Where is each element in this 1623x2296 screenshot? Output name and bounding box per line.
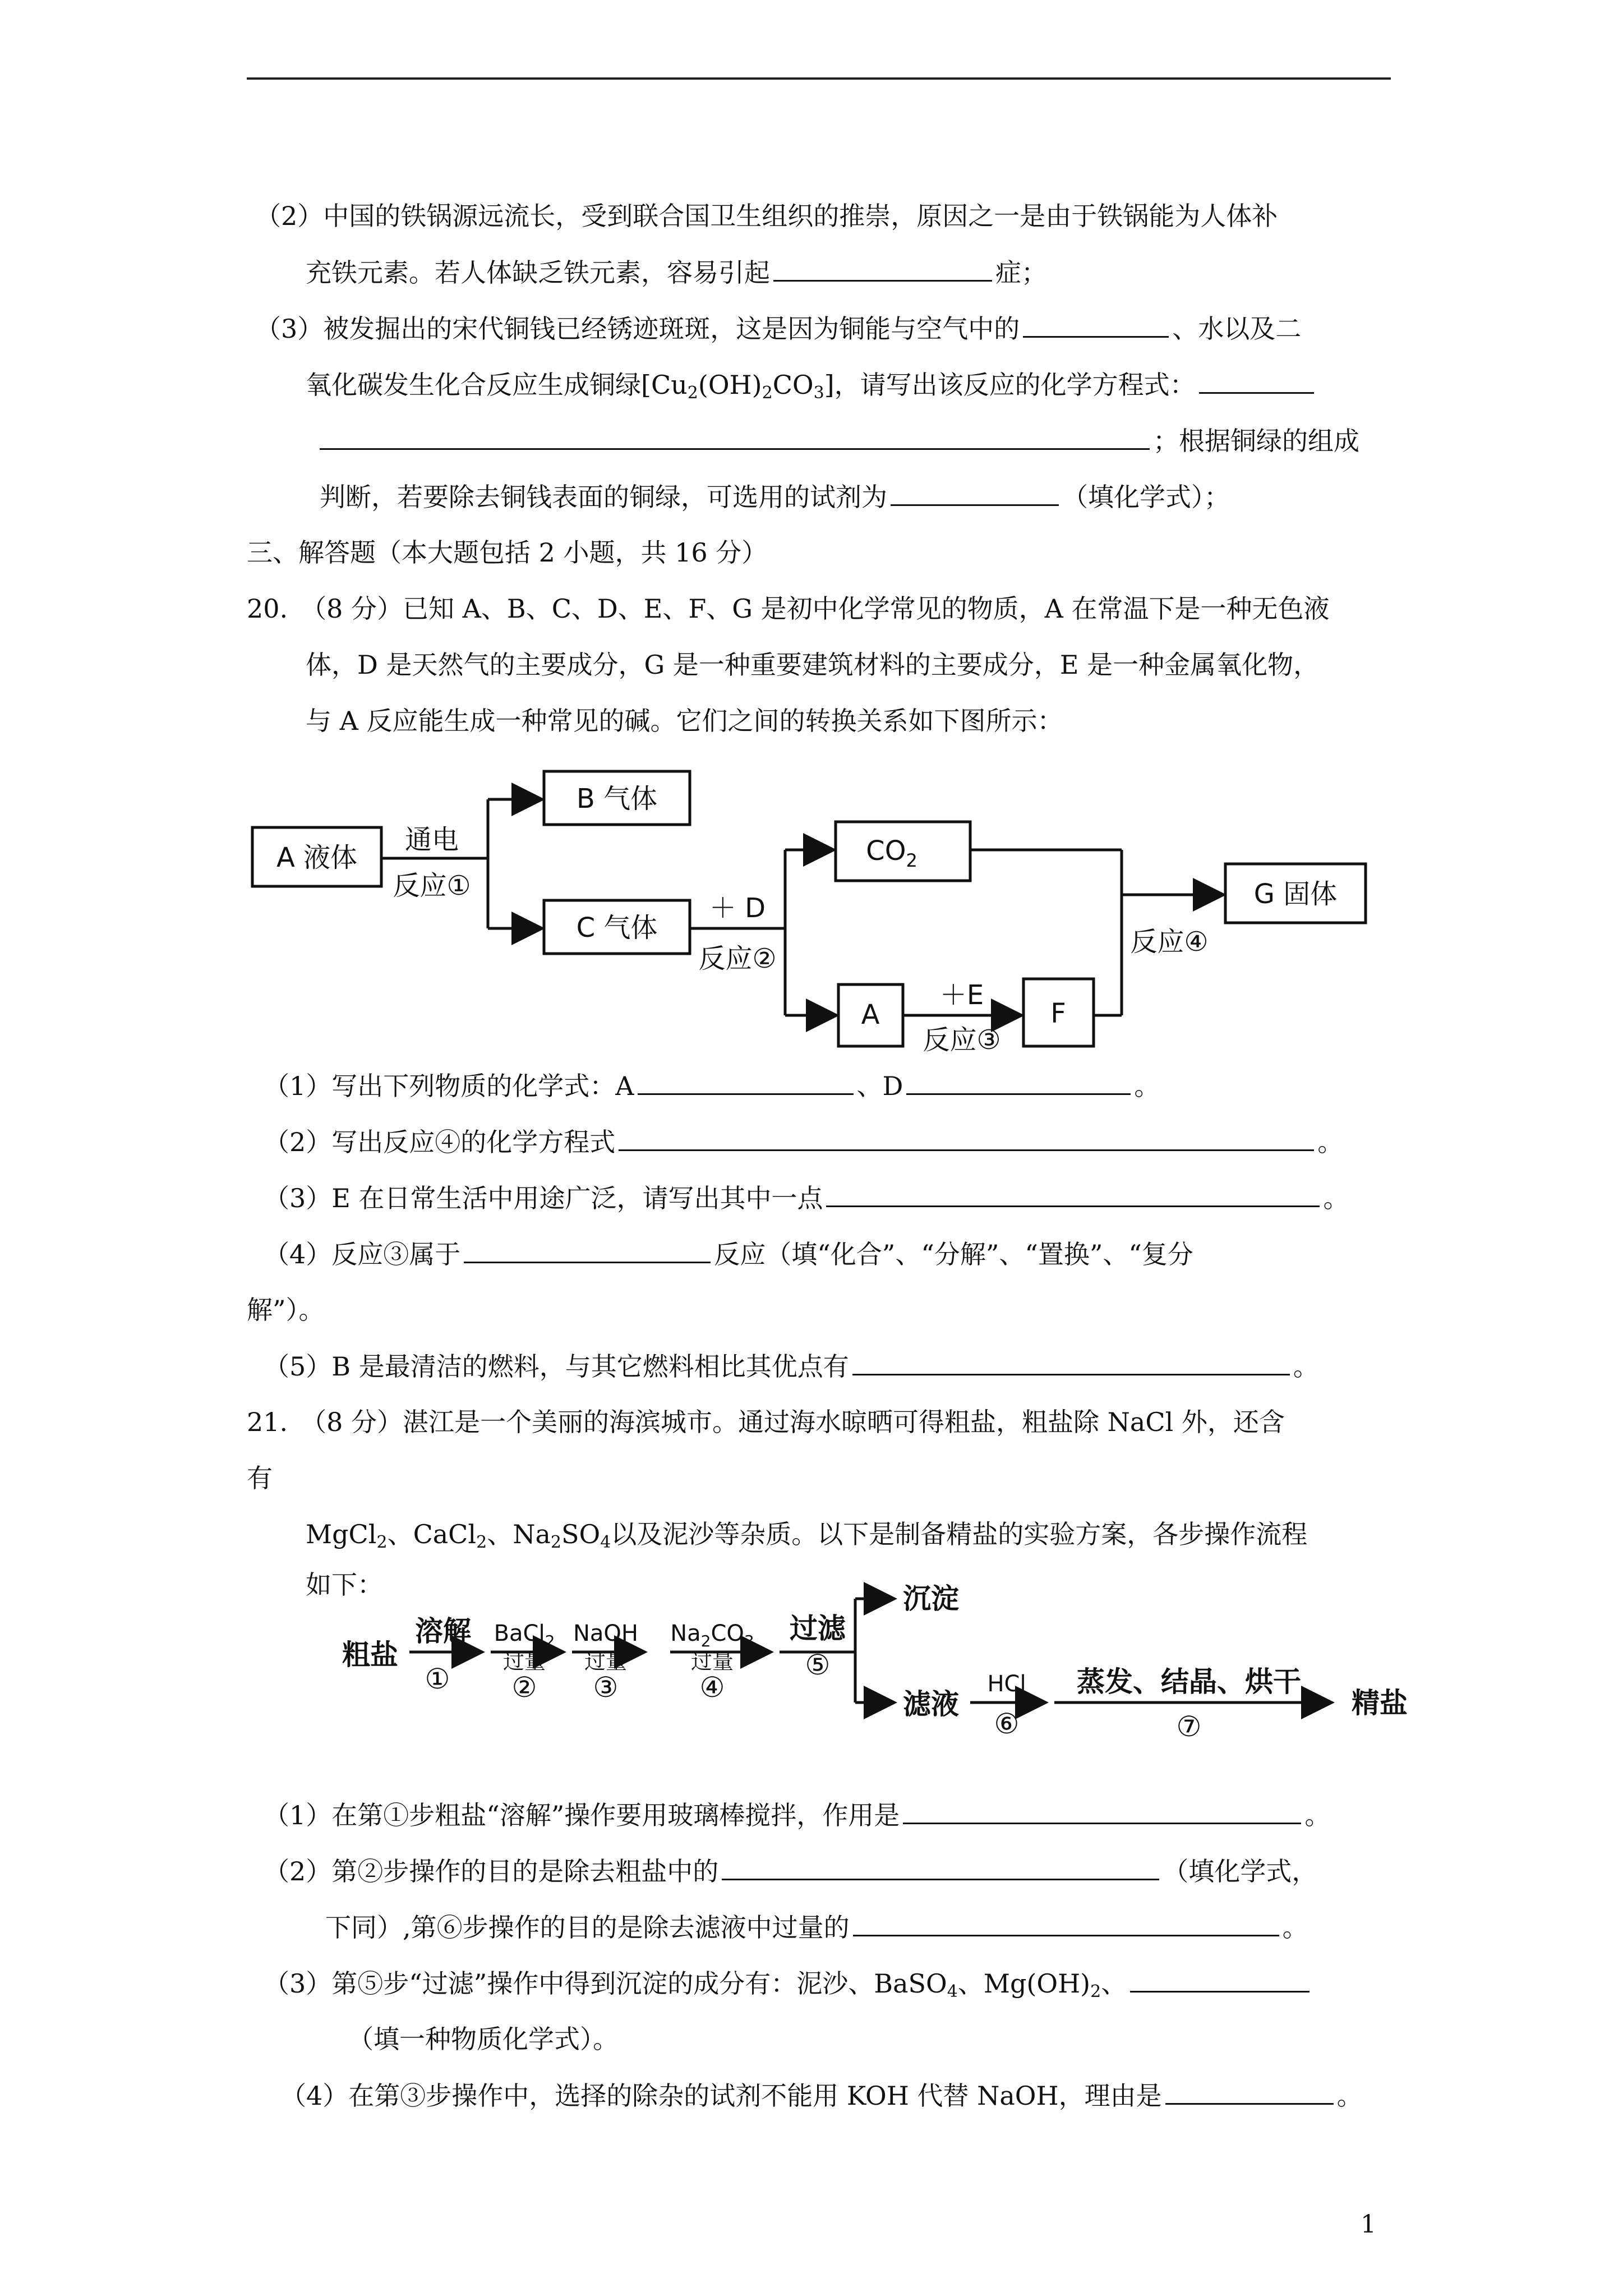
text: （3）E 在日常生活中用途广泛，请写出其中一点 — [264, 1183, 823, 1213]
label-excess-3: 过量 — [690, 1649, 734, 1674]
section-3-title — [247, 536, 767, 569]
text: 解”）。 — [247, 1295, 325, 1325]
q20-intro-line3 — [306, 704, 1063, 738]
text: （填一种物质化学式）。 — [348, 2024, 619, 2054]
q20-intro-line2 — [306, 648, 1319, 682]
answer-blank[interactable] — [1130, 1966, 1310, 1993]
text: 判断，若要除去铜钱表面的铜绿，可选用的试剂为 — [320, 482, 887, 512]
label-a-box: A — [861, 999, 880, 1030]
subscript: 2 — [550, 1533, 561, 1552]
text: (OH) — [698, 370, 762, 400]
answer-blank[interactable] — [906, 1069, 1131, 1095]
answer-blank[interactable] — [1023, 311, 1169, 338]
text: 症； — [995, 257, 1047, 288]
text: 。 — [1293, 1351, 1319, 1382]
text: （4）反应③属于 — [264, 1239, 461, 1269]
label-tongdian: 通电 — [404, 824, 459, 855]
label-step-4: ④ — [699, 1671, 725, 1704]
text: 反应（填“化合”、“分解”、“置换”、“复分 — [714, 1239, 1193, 1269]
text: 下同）,第⑥步操作的目的是除去滤液中过量的 — [325, 1912, 850, 1943]
answer-blank[interactable] — [773, 255, 992, 282]
answer-blank[interactable] — [464, 1237, 711, 1263]
subscript: 3 — [813, 383, 824, 403]
q19-part3-line2 — [306, 367, 1317, 402]
page-number: 1 — [1361, 2210, 1376, 2239]
label-excess-1: 过量 — [502, 1649, 546, 1674]
answer-blank[interactable] — [891, 480, 1059, 506]
q19-part2-line2 — [306, 255, 1047, 289]
text: 如下： — [306, 1570, 383, 1600]
subscript: 4 — [600, 1533, 611, 1552]
label-step-7: ⑦ — [1176, 1710, 1202, 1743]
q21-intro-line3 — [306, 1517, 1307, 1551]
q20-sub5 — [264, 1349, 1319, 1383]
q20-sub2 — [264, 1125, 1343, 1159]
subscript: 4 — [947, 1982, 958, 2001]
q21-flow-chart — [331, 1573, 1430, 1759]
label-naoh: NaOH — [573, 1621, 638, 1646]
q19-part3-line1 — [255, 311, 1301, 346]
label-bacl2: BaCl$_2$ — [494, 1621, 555, 1650]
text: 。 — [1336, 2081, 1363, 2111]
subscript: 2 — [762, 383, 773, 403]
answer-blank[interactable] — [853, 1910, 1279, 1936]
text: ]，请写出该反应的化学方程式： — [824, 370, 1196, 400]
label-crude-salt: 粗盐 — [342, 1639, 398, 1671]
answer-blank[interactable] — [1199, 367, 1314, 394]
label-co2: $CO_2$ — [866, 835, 917, 871]
label-reaction-2: 反应② — [698, 943, 777, 974]
q19-part3-line3 — [320, 424, 1359, 458]
label-step-2: ② — [511, 1671, 537, 1704]
q21-sub1 — [264, 1798, 1330, 1832]
answer-blank[interactable] — [826, 1181, 1320, 1207]
text: （填化学式）； — [1062, 482, 1230, 512]
q21-sub2-line1 — [264, 1854, 1317, 1888]
text: 21. （8 分）湛江是一个美丽的海滨城市。通过海水晾晒可得粗盐，粗盐除 NaCl 外，还含 — [247, 1407, 1285, 1437]
text: （3）被发掘出的宋代铜钱已经锈迹斑斑，这是因为铜能与空气中的 — [255, 314, 1020, 344]
label-step-5: ⑤ — [805, 1649, 831, 1681]
q21-intro-line2 — [247, 1461, 273, 1495]
text: （4）在第③步操作中，选择的除杂的试剂不能用 KOH 代替 NaOH，理由是 — [280, 2081, 1162, 2111]
answer-blank[interactable] — [320, 424, 1150, 450]
answer-blank[interactable] — [722, 1854, 1159, 1880]
subscript: 2 — [687, 383, 698, 403]
q21-sub3-line2 — [348, 2022, 619, 2056]
q20-sub4 — [264, 1237, 1193, 1271]
label-f-box: F — [1050, 998, 1066, 1029]
text: （3）第⑤步“过滤”操作中得到沉淀的成分有：泥沙、BaSO — [264, 1968, 947, 1999]
text: 。 — [1282, 1912, 1308, 1943]
label-dissolve: 溶解 — [415, 1615, 471, 1648]
text: （5）B 是最清洁的燃料，与其它燃料相比其优点有 — [264, 1351, 849, 1382]
label-step-6: ⑥ — [994, 1708, 1020, 1740]
text: 与 A 反应能生成一种常见的碱。它们之间的转换关系如下图所示： — [306, 706, 1063, 736]
text: 有 — [247, 1463, 273, 1493]
text: 、 — [1101, 1968, 1127, 1999]
label-evaporate: 蒸发、结晶、烘干 — [1077, 1665, 1301, 1698]
label-hcl: HCl — [987, 1671, 1026, 1697]
text: 以及泥沙等杂质。以下是制备精盐的实验方案，各步操作流程 — [611, 1519, 1308, 1549]
text: SO — [561, 1519, 601, 1549]
label-excess-2: 过量 — [584, 1649, 628, 1674]
q20-sub4-cont — [247, 1293, 325, 1327]
q21-sub3-line1 — [264, 1966, 1313, 2000]
text: （2）第②步操作的目的是除去粗盐中的 — [264, 1856, 719, 1887]
text: MgCl — [306, 1519, 377, 1549]
text: 氧化碳发生化合反应生成铜绿[Cu — [306, 370, 688, 400]
subscript: 2 — [1090, 1982, 1101, 2001]
q21-sub4 — [280, 2078, 1363, 2113]
text: 、D — [856, 1071, 903, 1101]
text: （1）在第①步粗盐“溶解”操作要用玻璃棒搅拌，作用是 — [264, 1800, 900, 1830]
label-plus-e: ＋E — [939, 979, 984, 1011]
answer-blank[interactable] — [1165, 2078, 1334, 2105]
label-reaction-1: 反应① — [393, 870, 471, 901]
label-step-3: ③ — [593, 1671, 619, 1704]
text: 、Na — [487, 1519, 551, 1549]
q21-sub2-line2 — [325, 1910, 1308, 1944]
q21-intro-line1 — [247, 1405, 1285, 1439]
text: 20. （8 分）已知 A、B、C、D、E、F、G 是初中化学常见的物质，A 在常温下是一种无色液 — [247, 593, 1330, 624]
text: （2）中国的铁锅源远流长，受到联合国卫生组织的推崇，原因之一是由于铁锅能为人体补 — [255, 201, 1278, 231]
label-filter: 过滤 — [790, 1612, 846, 1645]
q19-part2-line1 — [255, 199, 1278, 233]
text: 。 — [1304, 1800, 1331, 1830]
label-filtrate: 滤液 — [903, 1688, 959, 1720]
label-refined-salt: 精盐 — [1352, 1687, 1408, 1719]
label-step-1: ① — [425, 1663, 450, 1695]
q20-sub1 — [264, 1069, 1160, 1103]
q19-part3-line4 — [320, 480, 1230, 514]
text: 三、解答题（本大题包括 2 小题，共 16 分） — [247, 537, 768, 568]
label-reaction-3: 反应③ — [923, 1024, 1001, 1056]
label-c-gas: C 气体 — [576, 912, 658, 944]
q20-sub3 — [264, 1181, 1349, 1215]
text: 、水以及二 — [1172, 314, 1302, 344]
text: （1）写出下列物质的化学式：A — [264, 1071, 634, 1101]
answer-blank[interactable] — [852, 1349, 1290, 1375]
label-reaction-4: 反应④ — [1130, 926, 1209, 958]
header-rule — [247, 77, 1391, 80]
text: （2）写出反应④的化学方程式 — [264, 1127, 616, 1157]
text: 体，D 是天然气的主要成分，G 是一种重要建筑材料的主要成分，E 是一种金属氧化物， — [306, 650, 1320, 680]
label-a-liquid: A 液体 — [276, 842, 358, 873]
answer-blank[interactable] — [638, 1069, 854, 1095]
text: 、Mg(OH) — [957, 1968, 1091, 1999]
text: 。 — [1134, 1071, 1160, 1101]
subscript: 2 — [376, 1533, 388, 1552]
q20-conversion-diagram — [247, 760, 1402, 1063]
text: 充铁元素。若人体缺乏铁元素，容易引起 — [306, 257, 770, 288]
answer-blank[interactable] — [619, 1125, 1314, 1151]
text: 。 — [1323, 1183, 1349, 1213]
subscript: 2 — [476, 1533, 487, 1552]
label-plus-d: ＋ D — [709, 892, 766, 924]
label-na2co3: $Na_2CO_3$ — [670, 1621, 754, 1650]
label-precipitate: 沉淀 — [903, 1582, 959, 1615]
text: 、CaCl — [387, 1519, 477, 1549]
text: ；根据铜绿的组成 — [1153, 426, 1359, 456]
label-b-gas: B 气体 — [576, 783, 658, 815]
text: （填化学式， — [1163, 1856, 1318, 1887]
text: CO — [772, 370, 814, 400]
text: 。 — [1317, 1127, 1344, 1157]
q20-intro-line1 — [247, 592, 1329, 625]
answer-blank[interactable] — [903, 1798, 1301, 1824]
label-g-solid: G 固体 — [1253, 878, 1338, 910]
